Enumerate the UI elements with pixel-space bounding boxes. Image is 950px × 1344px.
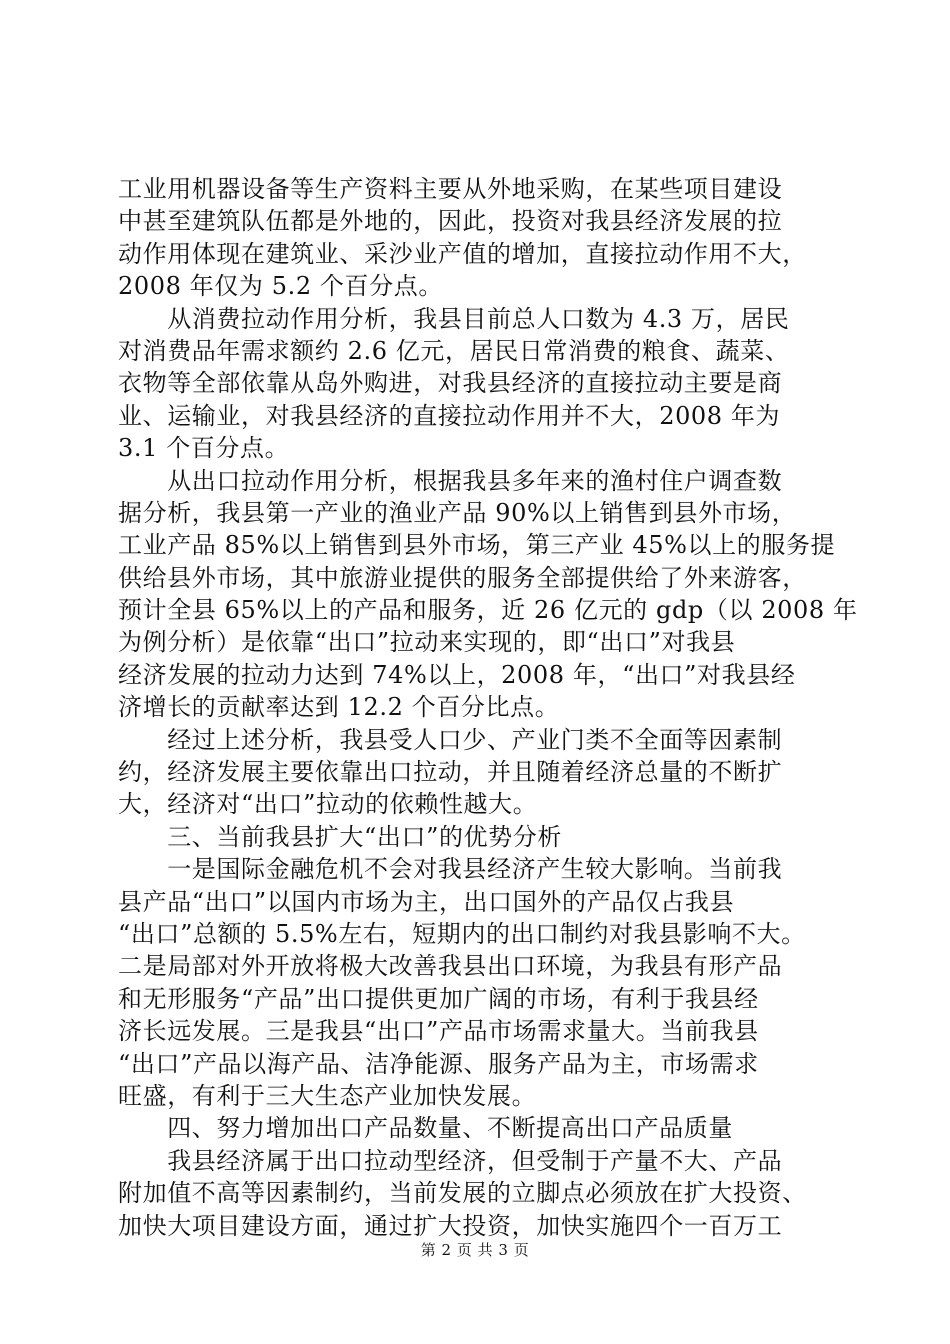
text-line: 对消费品年需求额约 2.6 亿元，居民日常消费的粮食、蔬菜、 bbox=[118, 336, 790, 365]
text-line: 中甚至建筑队伍都是外地的，因此，投资对我县经济发展的拉 bbox=[118, 207, 783, 236]
text-line: 经过上述分析，我县受人口少、产业门类不全面等因素制 bbox=[118, 725, 783, 754]
text-line: 预计全县 65%以上的产品和服务，近 26 亿元的 gdp（以 2008 年 bbox=[118, 596, 858, 625]
text-line: 济长远发展。三是我县“出口”产品市场需求量大。当前我县 bbox=[118, 1017, 759, 1046]
text-line: 业、运输业，对我县经济的直接拉动作用并不大，2008 年为 bbox=[118, 401, 781, 430]
text-line: 大，经济对“出口”拉动的依赖性越大。 bbox=[118, 790, 538, 819]
text-line: 我县经济属于出口拉动型经济，但受制于产量不大、产品 bbox=[118, 1146, 783, 1175]
text-line: 从出口拉动作用分析，根据我县多年来的渔村住户调查数 bbox=[118, 466, 783, 495]
text-line: 动作用体现在建筑业、采沙业产值的增加，直接拉动作用不大， bbox=[118, 239, 807, 268]
text-line: 供给县外市场，其中旅游业提供的服务全部提供给了外来游客， bbox=[118, 563, 807, 592]
body-text bbox=[118, 173, 858, 1242]
text-line: 衣物等全部依靠从岛外购进，对我县经济的直接拉动主要是商 bbox=[118, 369, 783, 398]
text-line: 济增长的贡献率达到 12.2 个百分比点。 bbox=[118, 693, 560, 722]
text-line: 工业用机器设备等生产资料主要从外地采购，在某些项目建设 bbox=[118, 175, 783, 203]
text-line: 2008 年仅为 5.2 个百分点。 bbox=[118, 272, 443, 301]
text-line: 约，经济发展主要依靠出口拉动，并且随着经济总量的不断扩 bbox=[118, 758, 783, 787]
text-line: 二是局部对外开放将极大改善我县出口环境，为我县有形产品 bbox=[118, 952, 783, 981]
text-line: 从消费拉动作用分析，我县目前总人口数为 4.3 万，居民 bbox=[118, 304, 790, 333]
text-line: 工业产品 85%以上销售到县外市场，第三产业 45%以上的服务提 bbox=[118, 531, 836, 560]
text-line: “出口”总额的 5.5%左右，短期内的出口制约对我县影响不大。 bbox=[118, 919, 806, 948]
text-line: 附加值不高等因素制约，当前发展的立脚点必须放在扩大投资、 bbox=[118, 1179, 807, 1208]
text-line: 据分析，我县第一产业的渔业产品 90%以上销售到县外市场， bbox=[118, 498, 797, 527]
text-line: 3.1 个百分点。 bbox=[118, 434, 290, 463]
text-line: 一是国际金融危机不会对我县经济产生较大影响。当前我 bbox=[118, 855, 783, 884]
section-heading: 四、努力增加出口产品数量、不断提高出口产品质量 bbox=[118, 1114, 733, 1143]
page-footer: 第 2 页 共 3 页 bbox=[420, 1241, 530, 1259]
text-line: 加快大项目建设方面，通过扩大投资，加快实施四个一百万工 bbox=[118, 1211, 783, 1240]
section-heading: 三、当前我县扩大“出口”的优势分析 bbox=[118, 822, 562, 851]
text-line: “出口”产品以海产品、洁净能源、服务产品为主，市场需求 bbox=[118, 1049, 759, 1078]
text-line: 和无形服务“产品”出口提供更加广阔的市场，有利于我县经 bbox=[118, 984, 759, 1013]
text-line: 为例分析）是依靠“出口”拉动来实现的，即“出口”对我县 bbox=[118, 628, 736, 657]
text-line: 县产品“出口”以国内市场为主，出口国外的产品仅占我县 bbox=[118, 887, 735, 916]
text-line: 经济发展的拉动力达到 74%以上，2008 年，“出口”对我县经 bbox=[118, 660, 796, 689]
text-line: 旺盛，有利于三大生态产业加快发展。 bbox=[118, 1081, 537, 1110]
